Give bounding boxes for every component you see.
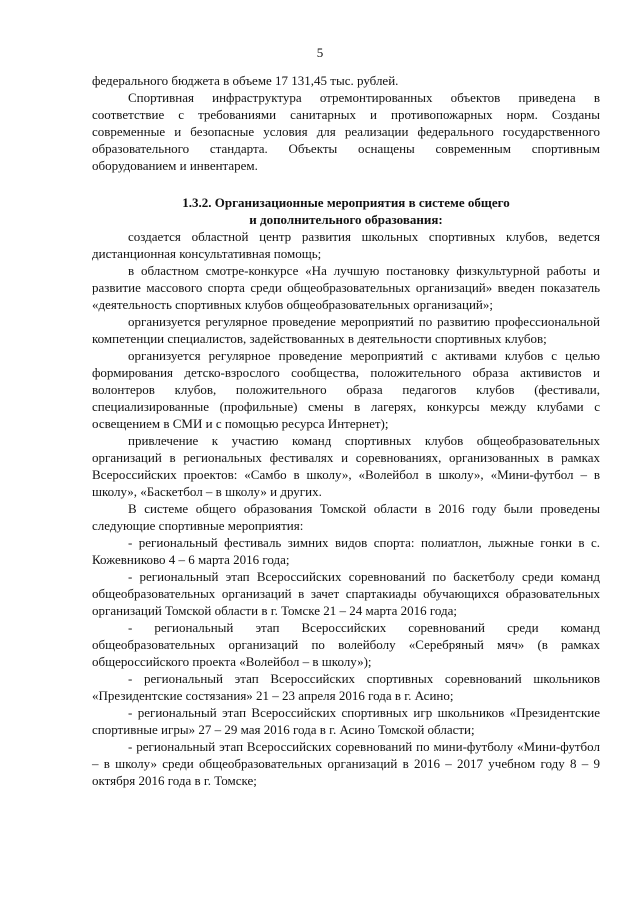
section-heading-line: и дополнительного образования:	[249, 212, 443, 227]
measure-item: привлечение к участию команд спортивных клубов общеобразовательных организаций в региональных фестивалях и соревнованиях, организованных в рамках Всероссийских проектов: «Самбо в школу», «Волейбол в школу», «Мини-футбол – в школу», «Баскетбол – в школу» и других.	[92, 433, 600, 499]
event-item: - региональный этап Всероссийских соревнований по мини-футболу «Мини-футбол – в школу» среди общеобразовательных организаций в 2016 – 2017 учебном году 8 – 9 октября 2016 года в г. Томске;	[92, 739, 600, 788]
page-content	[92, 72, 600, 789]
measure-item: создается областной центр развития школьных спортивных клубов, ведется дистанционная консультативная помощь;	[92, 229, 600, 261]
event-item: - региональный этап Всероссийских спортивных соревнований школьников «Президентские состязания» 21 – 23 апреля 2016 года в г. Асино;	[92, 671, 600, 703]
event-item: - региональный этап Всероссийских соревнований среди команд общеобразовательных организаций по волейболу «Серебряный мяч» (в рамках общероссийского проекта «Волейбол – в школу»);	[92, 620, 600, 669]
events-intro: В системе общего образования Томской области в 2016 году были проведены следующие спортивные мероприятия:	[92, 501, 600, 533]
event-item: - региональный этап Всероссийских спортивных игр школьников «Президентские спортивные игры» 27 – 29 мая 2016 года в г. Асино Томской области;	[92, 705, 600, 737]
intro-paragraph: Спортивная инфраструктура отремонтированных объектов приведена в соответствие с требованиями санитарных и противопожарных норм. Созданы современные и безопасные условия для реализации федерального государственного образовательного стандарта. Объекты оснащены современным спортивным оборудованием и инвентарем.	[92, 90, 600, 173]
section-heading	[92, 194, 600, 228]
event-item: - региональный фестиваль зимних видов спорта: полиатлон, лыжные гонки в с. Кожевниково 4 – 6 марта 2016 года;	[92, 535, 600, 567]
page-number: 5	[316, 45, 324, 60]
intro-paragraph: федерального бюджета в объеме 17 131,45 тыс. рублей.	[92, 73, 399, 88]
section-heading-line: 1.3.2. Организационные мероприятия в системе общего	[182, 195, 510, 210]
event-item: - региональный этап Всероссийских соревнований по баскетболу среди команд общеобразовательных организаций в зачет спартакиады обучающихся образовательных организаций Томской области в г. Томске 21 – 24 марта 2016 года;	[92, 569, 600, 618]
measures-list	[92, 228, 600, 500]
measure-item: в областном смотре-конкурсе «На лучшую постановку физкультурной работы и развитие массового спорта среди общеобразовательных организаций» введен показатель «деятельность спортивных клубов общеобразовательных организаций»;	[92, 263, 600, 312]
measure-item: организуется регулярное проведение мероприятий по развитию профессиональной компетенции специалистов, задействованных в деятельности спортивных клубов;	[92, 314, 600, 346]
measure-item: организуется регулярное проведение мероприятий с активами клубов с целью формирования детско-взрослого сообщества, положительного образа активистов и волонтеров клубов, положительного образа педагогов клубов (фестивали, специализированные (профильные) смены в лагерях, конкурсы между клубами с освещением в СМИ и с помощью ресурса Интернет);	[92, 348, 600, 431]
events-list	[92, 534, 600, 789]
